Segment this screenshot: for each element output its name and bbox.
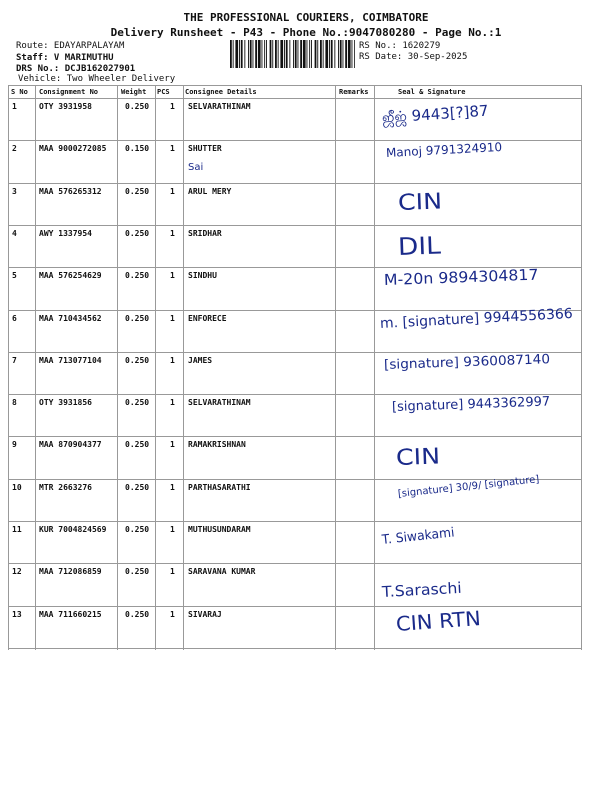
table-row xyxy=(8,352,582,394)
col-header-sno: S No xyxy=(11,88,28,96)
col-header-pcs: PCS xyxy=(157,88,170,96)
runsheet-title: Delivery Runsheet - P43 - Phone No.:9047080280 - Page No.:1 xyxy=(110,26,502,39)
table-row xyxy=(8,606,582,648)
row-consignee: SELVARATHINAM xyxy=(188,102,251,111)
row-pcs: 1 xyxy=(170,313,175,323)
row-sno: 6 xyxy=(12,313,17,323)
col-header-signature: Seal & Signature xyxy=(398,88,466,96)
row-consignment-no: MTR 2663276 xyxy=(39,482,92,492)
row-weight: 0.250 xyxy=(125,567,150,577)
row-signature: T. Siwakami xyxy=(381,525,456,548)
row-weight: 0.250 xyxy=(125,482,150,492)
row-sno: 2 xyxy=(12,144,17,154)
table-row xyxy=(8,473,582,521)
table-row xyxy=(8,305,582,352)
row-signature: CIN xyxy=(395,444,441,472)
row-signature: T.Saraschi xyxy=(381,579,463,602)
vehicle-label: Vehicle: Two Wheeler Delivery xyxy=(18,74,176,84)
row-weight: 0.250 xyxy=(125,186,150,196)
staff-label: Staff: V MARIMUTHU xyxy=(16,53,114,63)
row-consignee: MUTHUSUNDARAM xyxy=(188,525,251,534)
row-consignee: PARTHASARATHI xyxy=(188,482,251,492)
row-sno: 1 xyxy=(12,102,17,111)
row-pcs: 1 xyxy=(170,355,175,365)
row-sno: 9 xyxy=(12,440,17,450)
row-weight: 0.250 xyxy=(125,440,150,450)
row-handwritten-note: Sai xyxy=(188,162,204,174)
row-weight: 0.250 xyxy=(125,525,150,534)
row-pcs: 1 xyxy=(170,228,175,238)
row-consignment-no: MAA 576265312 xyxy=(39,186,102,196)
row-pcs: 1 xyxy=(170,482,175,492)
row-signature: DIL xyxy=(397,231,442,261)
row-consignee: SINDHU xyxy=(188,271,217,281)
row-weight: 0.250 xyxy=(125,228,150,238)
row-consignment-no: OTY 3931958 xyxy=(39,102,92,111)
row-weight: 0.250 xyxy=(125,355,150,365)
row-consignee: ARUL MERY xyxy=(188,186,232,196)
row-weight: 0.250 xyxy=(125,271,150,281)
row-pcs: 1 xyxy=(170,102,175,111)
row-weight: 0.150 xyxy=(125,144,150,154)
row-sno: 7 xyxy=(12,355,17,365)
row-weight: 0.250 xyxy=(125,609,150,619)
row-signature: Manoj 9791324910 xyxy=(385,140,503,161)
col-header-remarks: Remarks xyxy=(339,88,369,96)
row-pcs: 1 xyxy=(170,398,175,408)
col-header-consignment: Consignment No xyxy=(39,88,99,96)
row-sno: 13 xyxy=(12,609,22,619)
route-label: Route: EDAYARPALAYAM xyxy=(16,41,125,51)
row-sno: 4 xyxy=(12,228,17,238)
row-sno: 3 xyxy=(12,186,17,196)
row-signature: CIN xyxy=(397,189,443,216)
drs-number: DRS No.: DCJB162027901 xyxy=(16,64,136,74)
row-signature: [signature] 9443362997 xyxy=(391,394,551,416)
row-pcs: 1 xyxy=(170,567,175,577)
table-row xyxy=(8,563,582,605)
row-signature: [signature] 9360087140 xyxy=(383,352,551,373)
row-pcs: 1 xyxy=(170,440,175,450)
row-consignment-no: KUR 7004824569 xyxy=(39,525,107,534)
table-row xyxy=(8,140,582,182)
row-consignment-no: MAA 712086859 xyxy=(39,567,102,577)
row-consignment-no: MAA 870904377 xyxy=(39,440,102,450)
row-signature: [signature] 30/9/ [signature] xyxy=(397,473,540,500)
row-signature: M-20n 9894304817 xyxy=(383,265,539,290)
rs-date: RS Date: 30-Sep-2025 xyxy=(359,52,468,62)
table-row xyxy=(8,183,582,225)
col-header-consignee: Consignee Details xyxy=(185,88,257,96)
row-consignment-no: MAA 576254629 xyxy=(39,271,102,281)
row-consignment-no: MAA 710434562 xyxy=(39,313,102,323)
table-row xyxy=(8,394,582,436)
row-consignee: SELVARATHINAM xyxy=(188,398,251,408)
row-weight: 0.250 xyxy=(125,102,150,111)
row-consignment-no: AWY 1337954 xyxy=(39,228,92,238)
row-signature: ஜீஜ் 9443[?]87 xyxy=(381,101,490,127)
runsheet-table xyxy=(8,85,582,650)
row-pcs: 1 xyxy=(170,186,175,196)
table-row xyxy=(8,436,582,478)
col-header-weight: Weight xyxy=(121,88,147,96)
row-consignee: SHUTTER xyxy=(188,144,222,154)
barcode-image xyxy=(230,40,355,68)
row-sno: 10 xyxy=(12,482,22,492)
row-pcs: 1 xyxy=(170,271,175,281)
row-sno: 11 xyxy=(12,525,22,534)
row-consignee: JAMES xyxy=(188,355,213,365)
row-consignment-no: MAA 711660215 xyxy=(39,609,102,619)
table-row xyxy=(8,225,582,267)
row-weight: 0.250 xyxy=(125,398,150,408)
row-consignee: ENFORECE xyxy=(188,313,227,323)
row-sno: 5 xyxy=(12,271,17,281)
row-sno: 8 xyxy=(12,398,17,408)
row-signature: m. [signature] 9944556366 xyxy=(379,305,574,332)
row-consignee: SRIDHAR xyxy=(188,228,222,238)
row-consignee: RAMAKRISHNAN xyxy=(188,440,246,450)
row-consignment-no: MAA 9000272085 xyxy=(39,144,107,154)
row-sno: 12 xyxy=(12,567,22,577)
table-row xyxy=(8,98,582,140)
row-divider xyxy=(8,648,582,649)
table-row xyxy=(8,521,582,563)
row-signature: CIN RTN xyxy=(395,605,482,636)
table-row xyxy=(8,267,582,309)
row-consignment-no: MAA 713077104 xyxy=(39,355,102,365)
row-pcs: 1 xyxy=(170,609,175,619)
row-consignee: SIVARAJ xyxy=(188,609,222,619)
row-consignee: SARAVANA KUMAR xyxy=(188,567,256,577)
row-pcs: 1 xyxy=(170,144,175,154)
company-title: THE PROFESSIONAL COURIERS, COIMBATORE xyxy=(183,11,429,24)
row-consignment-no: OTY 3931856 xyxy=(39,398,92,408)
row-pcs: 1 xyxy=(170,525,175,534)
rs-number: RS No.: 1620279 xyxy=(359,41,441,51)
row-weight: 0.250 xyxy=(125,313,150,323)
